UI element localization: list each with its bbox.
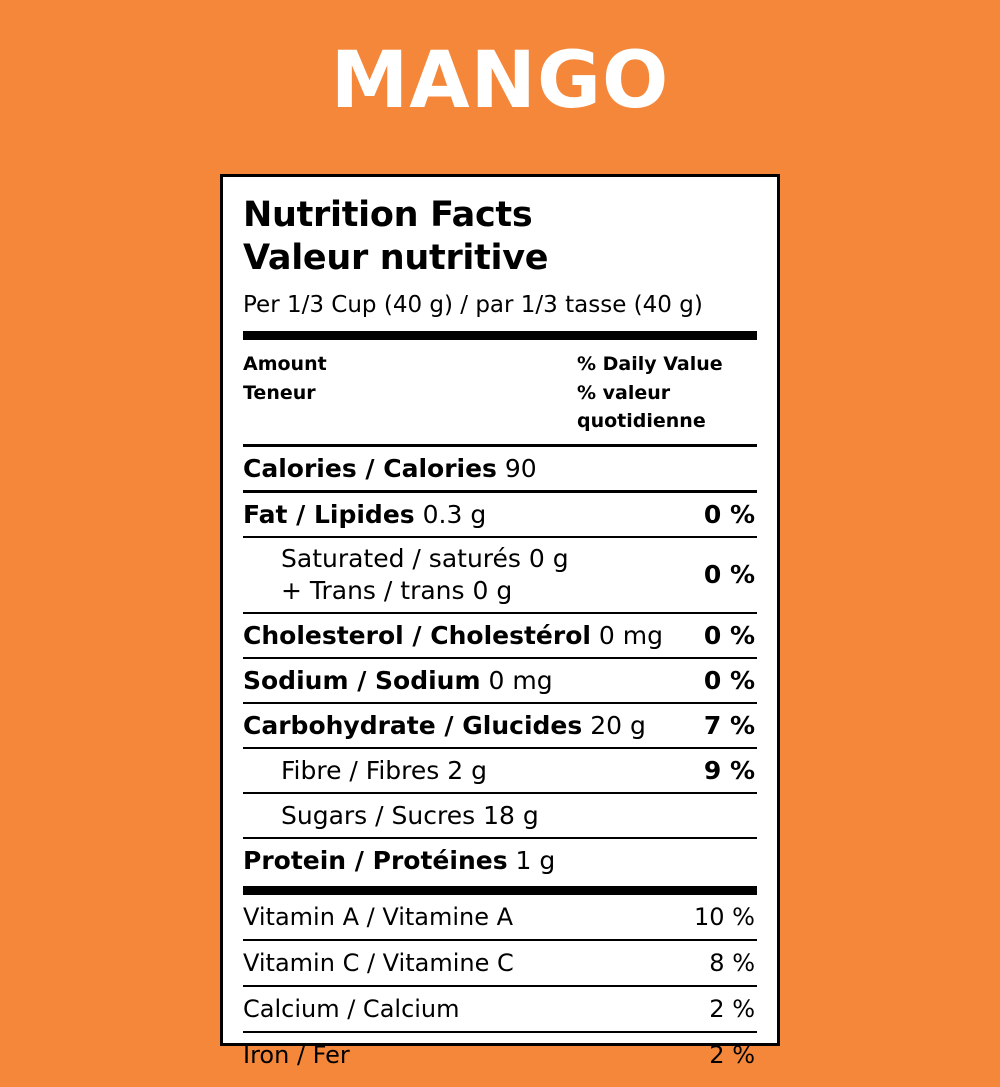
nutrition-facts-heading-en: Nutrition Facts [243,195,533,235]
row-fibre [243,749,757,792]
row-vitamin-c [243,941,757,985]
row-fat [243,493,757,536]
daily-value-label-en: % Daily Value [577,353,723,376]
sodium-amount: 0 mg [488,665,553,695]
column-headers [243,340,757,444]
vitamin-c-label: Vitamin C / Vitamine C [243,948,514,977]
carbohydrate-amount: 20 g [590,710,646,740]
row-calcium [243,987,757,1031]
vitamin-a-dv: 10 % [694,902,755,931]
fibre-label: Fibre / Fibres 2 g [281,755,487,785]
row-sugars [243,794,757,837]
vitamin-a-label: Vitamin A / Vitamine A [243,902,514,931]
daily-value-label-fr-2: quotidienne [577,410,706,433]
saturated-fat-label: Saturated / saturés 0 g [281,543,569,573]
row-iron [243,1033,757,1077]
fibre-dv: 9 % [703,755,755,785]
sodium-dv: 0 % [703,665,755,695]
row-calories [243,447,757,490]
row-carbohydrate [243,704,757,747]
protein-label: Protein / Protéines [243,845,508,875]
row-fat-subitems [243,538,757,612]
daily-value-label-fr-1: % valeur [577,381,671,404]
nutrition-facts-heading-fr: Valeur nutritive [243,238,549,279]
row-vitamin-a [243,895,757,939]
fat-dv: 0 % [703,499,755,529]
carbohydrate-dv: 7 % [703,710,755,740]
row-protein [243,839,757,882]
calories-value: 90 [504,453,537,483]
saturated-trans-dv: 0 % [703,560,755,590]
fat-amount: 0.3 g [422,499,487,529]
sugars-label: Sugars / Sucres 18 g [281,800,539,830]
row-cholesterol [243,614,757,657]
cholesterol-label: Cholesterol / Cholestérol [243,620,591,650]
calories-label: Calories / Calories [243,453,497,483]
nutrition-facts-panel [220,174,780,1069]
iron-dv: 2 % [709,1040,755,1069]
cholesterol-amount: 0 mg [598,620,663,650]
amount-label-fr: Teneur [243,381,316,404]
trans-fat-label: + Trans / trans 0 g [281,575,513,605]
protein-amount: 1 g [515,845,556,875]
row-sodium [243,659,757,702]
calcium-label: Calcium / Calcium [243,994,460,1023]
divider-thick-bottom [243,886,757,895]
fat-label: Fat / Lipides [243,499,415,529]
calcium-dv: 2 % [709,994,755,1023]
carbohydrate-label: Carbohydrate / Glucides [243,710,583,740]
divider-thick-top [243,331,757,340]
sodium-label: Sodium / Sodium [243,665,481,695]
cholesterol-dv: 0 % [703,620,755,650]
vitamin-c-dv: 8 % [709,948,755,977]
product-title: MANGO [330,36,670,126]
amount-label-en: Amount [243,353,327,376]
iron-label: Iron / Fer [243,1040,350,1069]
serving-size: Per 1/3 Cup (40 g) / par 1/3 tasse (40 g) [243,291,703,318]
